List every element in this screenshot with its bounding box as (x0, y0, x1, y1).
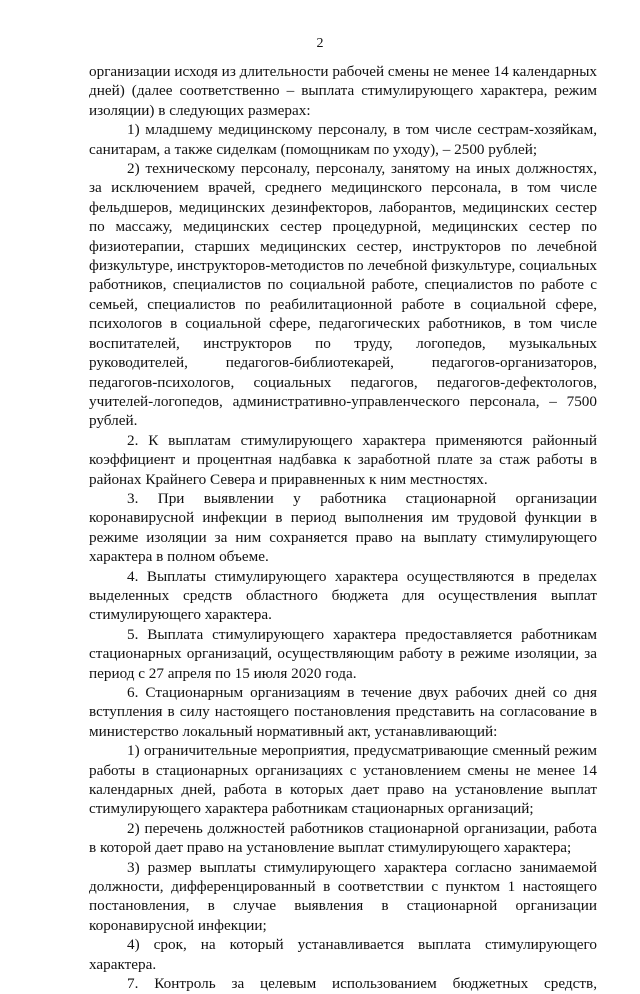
page-number: 2 (316, 36, 324, 51)
paragraph: 1) ограничительные мероприятия, предусматривающие сменный режим работы в стационарных организациях с установлением смены не менее 14 календарных дней, работа в которых дает право на установление выплат стимулирующего характера работникам стационарных организаций; (89, 742, 597, 818)
paragraph: 2) перечень должностей работников стационарной организации, работа в которой дает право на установление выплат стимулирующего характера; (89, 819, 597, 857)
paragraph: 3. При выявлении у работника стационарной организации коронавирусной инфекции в период выполнения им трудовой функции в режиме изоляции за ним сохраняется право на выплату стимулирующего характера в полном объеме. (89, 489, 597, 566)
paragraph: 4) срок, на который устанавливается выплата стимулирующего характера. (89, 936, 597, 973)
paragraph: 2) техническому персоналу, персоналу, занятому на иных должностях, за исключением врачей, среднего медицинского персонала, в том числе фельдшеров, медицинских дезинфекторов, лаборантов, медицинских сестер по массажу, медицинских сестер процедурной, медицинских сестер по физиотерапии, старших медицинских сестер, инструкторов по лечебной физкультуре, инструкторов-методистов по лечебной физкультуре, социальных работников, специалистов по социальной работе, специалистов по работе с семьей, специалистов по реабилитационной работе в социальной сфере, психологов в социальной сфере, педагогических работников, в том числе воспитателей, инструкторов по труду, логопедов, музыкальных руководителей, педагогов-библиотекарей, педагогов-организаторов, педагогов-психологов, социальных педагогов, педагогов-дефектологов, учителей-логопедов, административно-управленческого персонала, – 7500 рублей. (89, 160, 597, 430)
paragraph: 3) размер выплаты стимулирующего характера согласно занимаемой должности, дифференцированный в соответствии с пунктом 1 настоящего постановления, в случае выявления в стационарной организации коронавирусной инфекции; (89, 858, 597, 934)
paragraph: 1) младшему медицинскому персоналу, в том числе сестрам-хозяйкам, санитарам, а также сиделкам (помощникам по уходу), – 2500 рублей; (89, 121, 597, 158)
paragraph: 2. К выплатам стимулирующего характера применяются районный коэффициент и процентная надбавка к заработной плате за стаж работы в районах Крайнего Севера и приравненных к ним местностях. (89, 431, 597, 488)
paragraph: 7. Контроль за целевым использованием бюджетных средств, (127, 975, 597, 993)
paragraph: 5. Выплата стимулирующего характера предоставляется работникам стационарных организаций, осуществляющим работу в режиме изоляции, за период с 27 апреля по 15 июля 2020 года. (89, 625, 597, 682)
paragraph: 4. Выплаты стимулирующего характера осуществляются в пределах выделенных средств областного бюджета для осуществления выплат стимулирующего характера. (89, 567, 597, 624)
paragraph: организации исходя из длительности рабочей смены не менее 14 календарных дней) (далее соответственно – выплата стимулирующего характера, режим изоляции) в следующих размерах: (89, 63, 597, 119)
document-body (89, 62, 597, 994)
paragraph: 6. Стационарным организациям в течение двух рабочих дней со дня вступления в силу настоящего постановления представить на согласование в министерство локальный нормативный акт, устанавливающий: (89, 684, 597, 740)
